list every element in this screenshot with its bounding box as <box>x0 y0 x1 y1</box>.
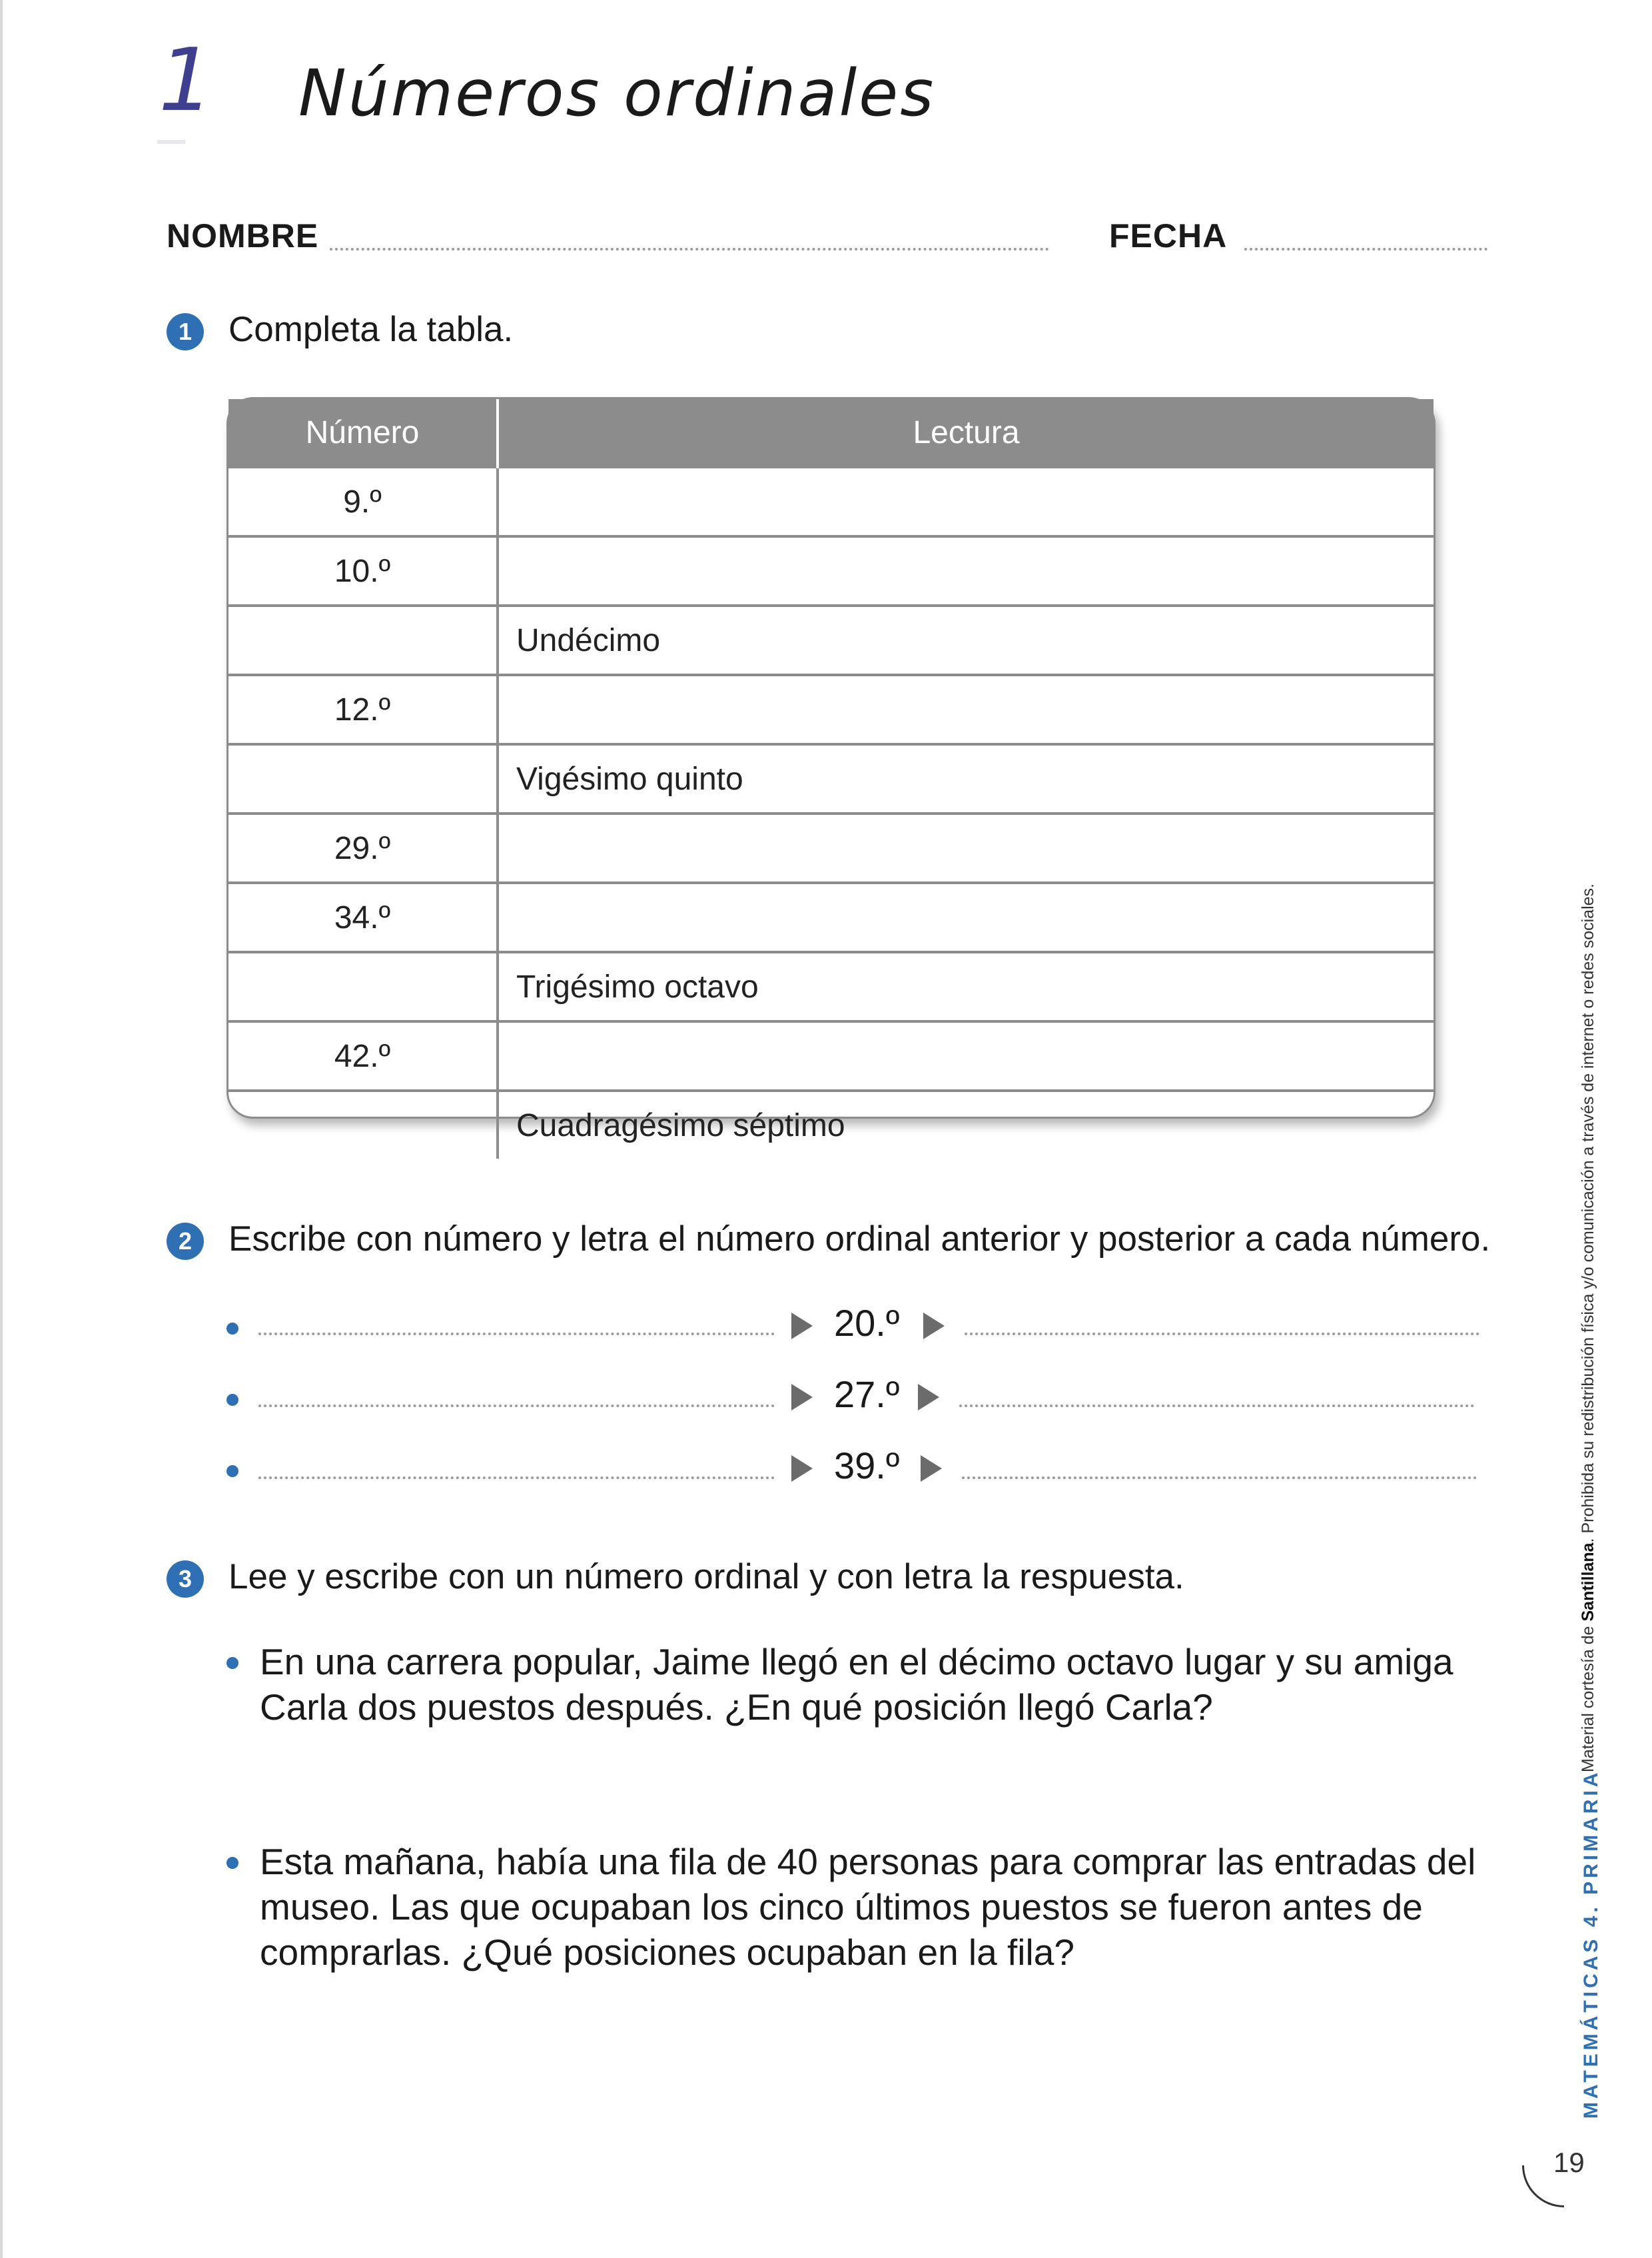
table-header-number: Número <box>228 399 498 467</box>
table-cell-reading[interactable] <box>498 1021 1434 1091</box>
table-cell-reading[interactable] <box>498 675 1434 744</box>
table-cell-number[interactable]: 34.º <box>228 883 498 952</box>
copyright-notice <box>1579 883 1598 1772</box>
problem-1-text: En una carrera popular, Jaime llegó en el décimo octavo lugar y su amiga Carla dos puestos después. ¿En qué posición llegó Carla? <box>260 1641 1453 1728</box>
page-title: Números ordinales <box>298 56 936 131</box>
problem-2-text: Esta mañana, había una fila de 40 personas para comprar las entradas del museo. Las que ocupaban los cinco últimos puestos se fueron antes de comprarlas. ¿Qué posiciones ocupaban en la fila? <box>260 1841 1476 1973</box>
bullet-icon <box>226 1857 238 1869</box>
exercise-2-instruction: Escribe con número y letra el número ordinal anterior y posterior a cada número. <box>228 1219 1491 1259</box>
arrow-right-icon <box>791 1384 813 1411</box>
given-ordinal: 39.º <box>834 1444 900 1486</box>
credit-suffix: . Prohibida su redistribución física y/o comunicación a través de internet o redes sociales. <box>1579 883 1597 1543</box>
previous-ordinal-field[interactable] <box>258 1405 775 1407</box>
credit-prefix: Material cortesía de <box>1579 1621 1597 1772</box>
table-cell-number[interactable]: 12.º <box>228 675 498 744</box>
table-cell-number[interactable]: 10.º <box>228 536 498 606</box>
table-cell-number[interactable] <box>228 1091 498 1159</box>
date-field[interactable] <box>1244 248 1487 251</box>
previous-ordinal-field[interactable] <box>258 1333 775 1335</box>
previous-ordinal-field[interactable] <box>258 1476 775 1479</box>
series-label: MATEMÁTICAS 4. PRIMARIA <box>1580 1769 1602 2119</box>
arrow-right-icon <box>791 1455 813 1482</box>
exercise-3-instruction: Lee y escribe con un número ordinal y con letra la respuesta. <box>228 1557 1184 1596</box>
credit-brand: Santillana <box>1579 1542 1597 1622</box>
exercise-2-badge: 2 <box>167 1223 204 1260</box>
table-row <box>228 814 1434 883</box>
bullet-icon <box>226 1394 238 1406</box>
next-ordinal-field[interactable] <box>962 1476 1477 1479</box>
table-row <box>228 606 1434 675</box>
table-cell-reading[interactable]: Trigésimo octavo <box>498 952 1434 1021</box>
table-row <box>228 467 1434 536</box>
next-ordinal-field[interactable] <box>965 1333 1479 1335</box>
next-ordinal-field[interactable] <box>959 1405 1474 1407</box>
table-row <box>228 744 1434 814</box>
table-row <box>228 536 1434 606</box>
table-row <box>228 1021 1434 1091</box>
table-cell-number[interactable] <box>228 952 498 1021</box>
table-cell-number[interactable] <box>228 744 498 814</box>
given-ordinal: 20.º <box>834 1302 900 1344</box>
bullet-icon <box>226 1323 238 1335</box>
table-cell-reading[interactable] <box>498 536 1434 606</box>
unit-number: 1 <box>159 29 214 131</box>
table-row <box>228 883 1434 952</box>
name-label: NOMBRE <box>167 217 319 255</box>
table-cell-reading[interactable]: Undécimo <box>498 606 1434 675</box>
table-row <box>228 1091 1434 1159</box>
table-cell-number[interactable]: 9.º <box>228 467 498 536</box>
table-cell-number[interactable]: 42.º <box>228 1021 498 1091</box>
table-row <box>228 675 1434 744</box>
ordinal-table <box>226 397 1436 1143</box>
table-cell-reading[interactable] <box>498 467 1434 536</box>
page-edge-line <box>0 0 3 2258</box>
arrow-right-icon <box>918 1384 939 1411</box>
table-row <box>228 952 1434 1021</box>
table-header-reading: Lectura <box>498 399 1434 467</box>
table-cell-reading[interactable]: Cuadragésimo séptimo <box>498 1091 1434 1159</box>
page-number: 19 <box>1553 2147 1585 2178</box>
unit-number-underline <box>157 140 185 144</box>
bullet-icon <box>226 1465 238 1477</box>
table-cell-reading[interactable]: Vigésimo quinto <box>498 744 1434 814</box>
bullet-icon <box>226 1657 238 1669</box>
table-cell-number[interactable] <box>228 606 498 675</box>
table-cell-reading[interactable] <box>498 814 1434 883</box>
name-field[interactable] <box>330 248 1049 251</box>
exercise-3-badge: 3 <box>167 1560 204 1598</box>
given-ordinal: 27.º <box>834 1373 900 1415</box>
date-label: FECHA <box>1109 217 1228 255</box>
table-cell-number[interactable]: 29.º <box>228 814 498 883</box>
exercise-1-badge: 1 <box>167 313 204 350</box>
arrow-right-icon <box>791 1313 813 1339</box>
arrow-right-icon <box>921 1455 942 1482</box>
arrow-right-icon <box>923 1313 945 1339</box>
table-cell-reading[interactable] <box>498 883 1434 952</box>
exercise-1-instruction: Completa la tabla. <box>228 310 514 349</box>
